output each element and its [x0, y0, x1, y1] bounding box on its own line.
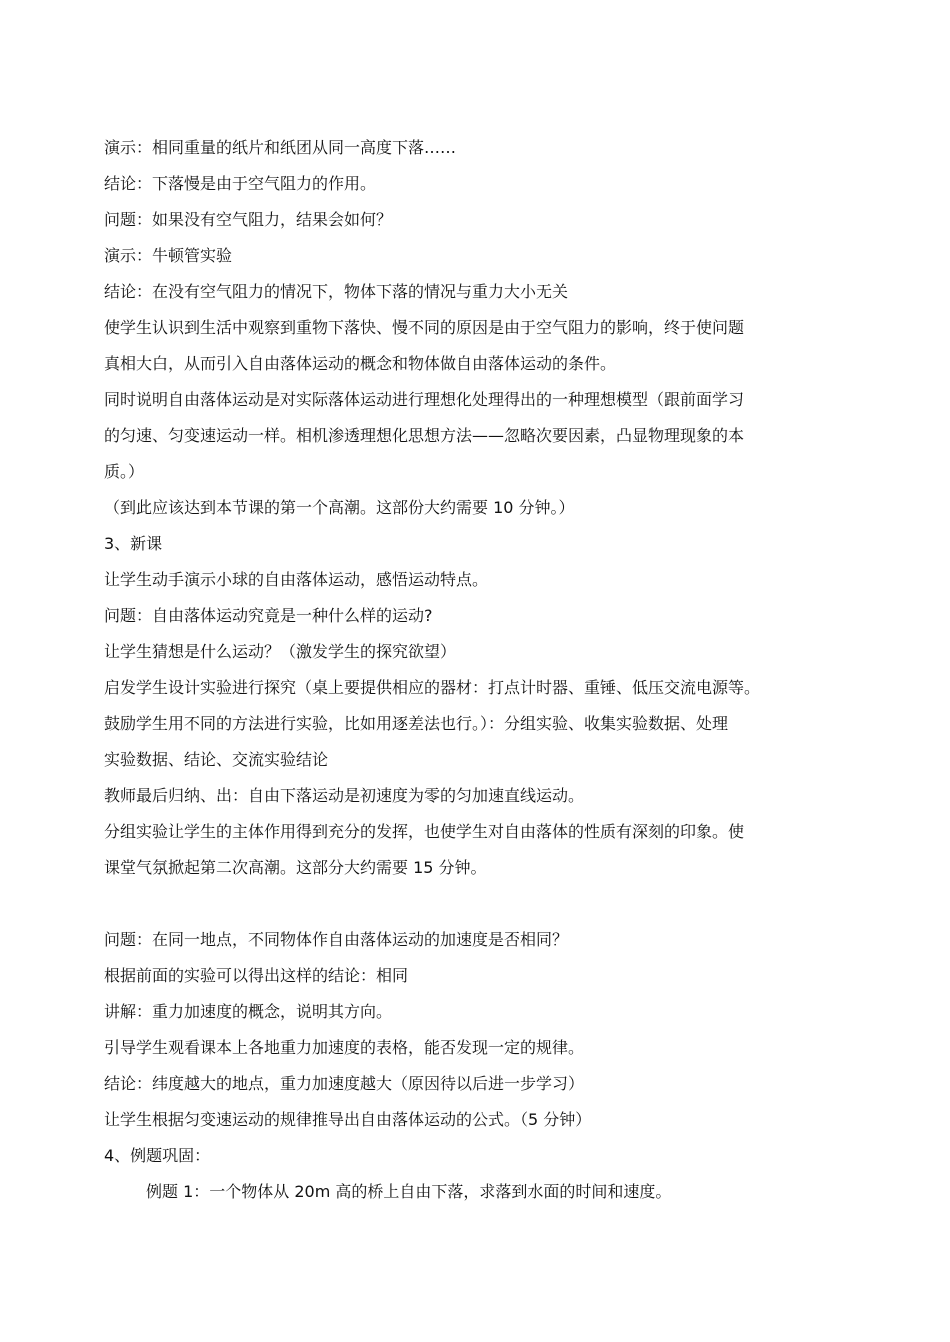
- example-line: 例题 1：一个物体从 20m 高的桥上自由下落，求落到水面的时间和速度。: [146, 1182, 672, 1201]
- text-line: 的匀速、匀变速运动一样。相机渗透理想化思想方法——忽略次要因素，凸显物理现象的本: [104, 426, 745, 445]
- text-line: 让学生根据匀变速运动的规律推导出自由落体运动的公式。（5 分钟）: [104, 1110, 592, 1129]
- text-line: 使学生认识到生活中观察到重物下落快、慢不同的原因是由于空气阻力的影响，终于使问题: [104, 318, 745, 337]
- text-line: 根据前面的实验可以得出这样的结论：相同: [104, 966, 409, 985]
- text-line: 启发学生设计实验进行探究（桌上要提供相应的器材：打点计时器、重锤、低压交流电源等。: [104, 678, 761, 697]
- section-heading: 3、新课: [104, 534, 163, 553]
- section-heading: 4、例题巩固：: [104, 1146, 211, 1165]
- text-line: 教师最后归纳、出：自由下落运动是初速度为零的匀加速直线运动。: [104, 786, 585, 805]
- text-line: 演示：牛顿管实验: [104, 246, 233, 265]
- text-line: 讲解：重力加速度的概念，说明其方向。: [104, 1002, 393, 1021]
- text-line: 分组实验让学生的主体作用得到充分的发挥，也使学生对自由落体的性质有深刻的印象。使: [104, 822, 745, 841]
- text-line: 让学生猜想是什么运动？（激发学生的探究欲望）: [104, 642, 457, 661]
- document-body: [104, 130, 864, 1210]
- text-line: 演示：相同重量的纸片和纸团从同一高度下落……: [104, 138, 457, 157]
- text-line: 质。）: [104, 462, 145, 481]
- text-line: 问题：自由落体运动究竟是一种什么样的运动?: [104, 606, 433, 625]
- text-line: （到此应该达到本节课的第一个高潮。这部份大约需要 10 分钟。）: [104, 498, 575, 517]
- text-line: 问题：如果没有空气阻力，结果会如何？: [104, 210, 393, 229]
- text-line: 结论：下落慢是由于空气阻力的作用。: [104, 174, 377, 193]
- text-line: 真相大白，从而引入自由落体运动的概念和物体做自由落体运动的条件。: [104, 354, 617, 373]
- text-line: 鼓励学生用不同的方法进行实验，比如用逐差法也行。）：分组实验、收集实验数据、处理: [104, 714, 729, 733]
- text-line: 同时说明自由落体运动是对实际落体运动进行理想化处理得出的一种理想模型（跟前面学习: [104, 390, 745, 409]
- blank-line: [104, 886, 864, 922]
- text-line: 让学生动手演示小球的自由落体运动，感悟运动特点。: [104, 570, 489, 589]
- text-line: 问题：在同一地点，不同物体作自由落体运动的加速度是否相同？: [104, 930, 569, 949]
- text-line: 结论：在没有空气阻力的情况下，物体下落的情况与重力大小无关: [104, 282, 569, 301]
- text-line: 引导学生观看课本上各地重力加速度的表格，能否发现一定的规律。: [104, 1038, 585, 1057]
- text-line: 实验数据、结论、交流实验结论: [104, 750, 329, 769]
- text-line: 课堂气氛掀起第二次高潮。这部分大约需要 15 分钟。: [104, 858, 487, 877]
- text-line: 结论：纬度越大的地点，重力加速度越大（原因待以后进一步学习）: [104, 1074, 585, 1093]
